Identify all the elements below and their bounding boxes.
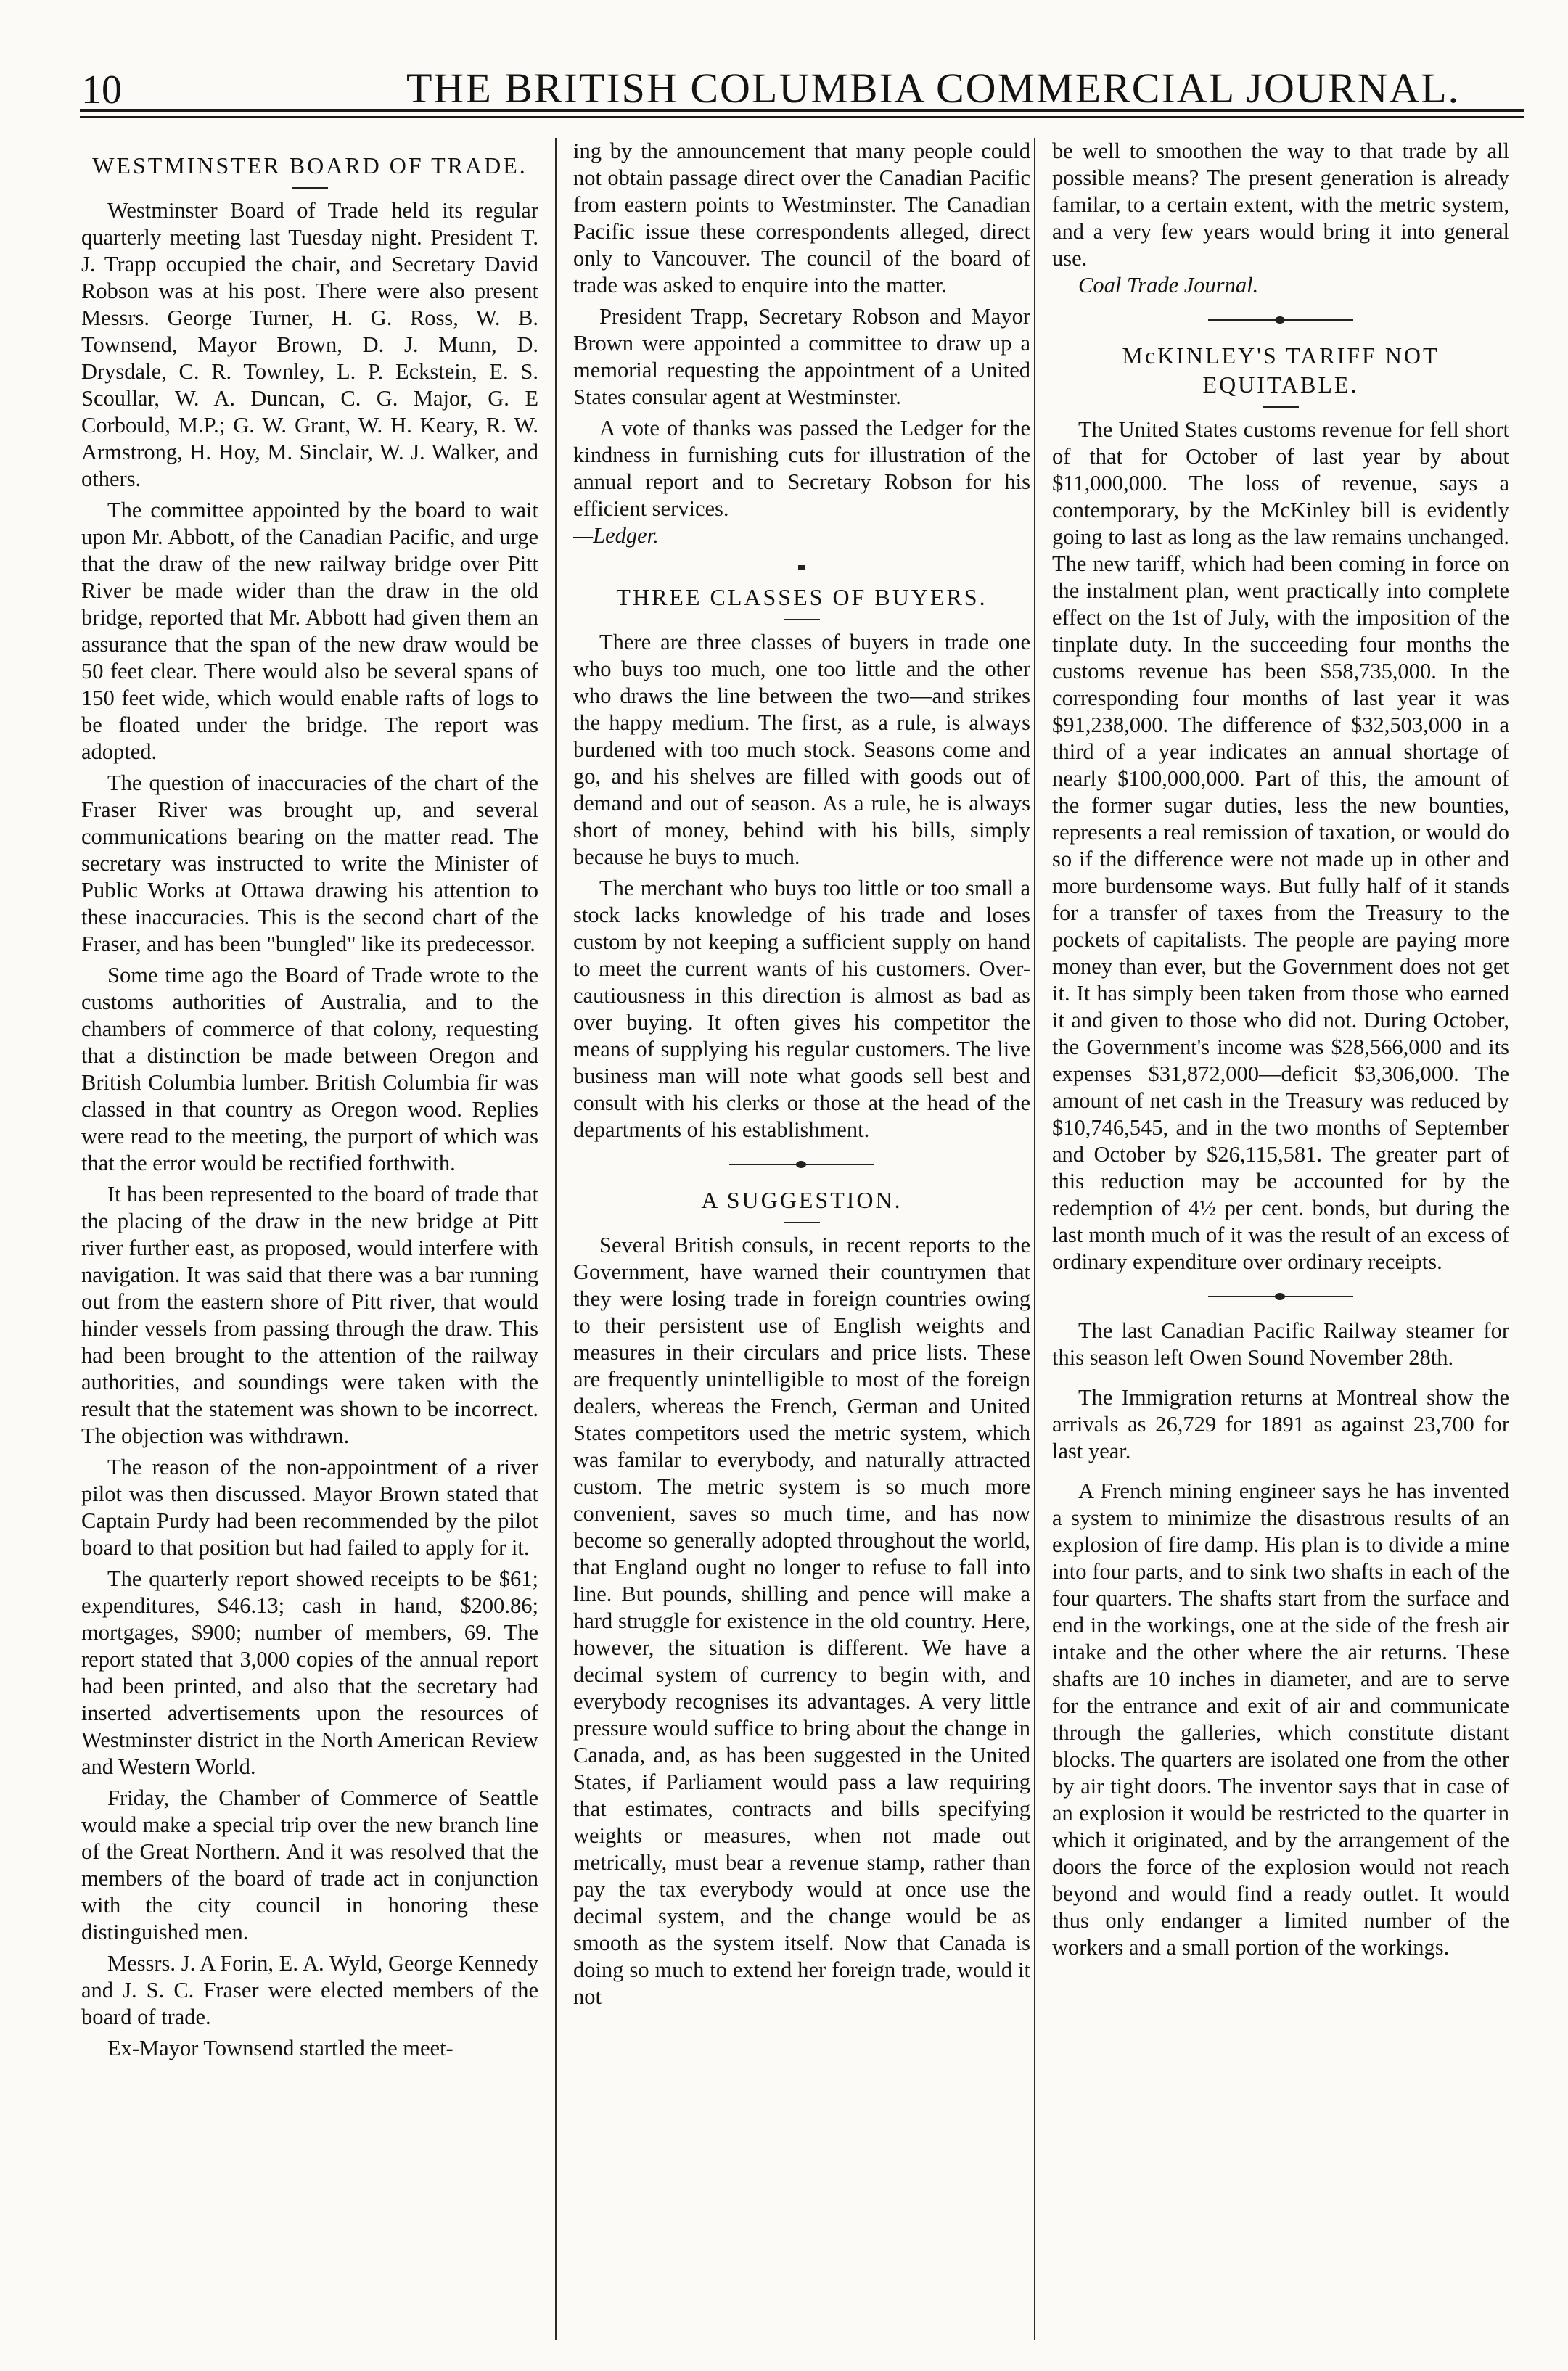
article-paragraph: There are three classes of buyers in trade one who buys too much, one too little and the other who draws the line between the two—and strikes the happy medium. The first, as a rule, is always burdened with too much stock. Seasons come and go, and his shelves are filled with goods out of demand and out of season. As a rule, he is always short of money, behind with his bills, simply because he buys to much. [573,630,1030,869]
header-rule-thin [80,116,1524,118]
article-paragraph: President Trapp, Secretary Robson and Mayor Brown were appointed a committee to draw up a memorial requesting the appointment of a United States consular agent at Westminster. [573,304,1030,409]
headline-dash [784,1222,820,1223]
article-source: —Ledger. [573,523,659,548]
page-header [0,51,1568,123]
column-1 [81,138,538,2340]
article-headline: THREE CLASSES OF BUYERS. [616,584,988,610]
article-paragraph: The quarterly report showed receipts to be $61; expenditures, $46.13; cash in hand, $200.86; mortgages, $900; number of members, 69. The report stated that 3,000 copies of the annual report had been printed, and also that the secretary had inserted advertisements upon the resources of Westminster district in the North American Review and Western World. [81,1566,538,1779]
article-headline: WESTMINSTER BOARD OF TRADE. [92,152,528,178]
article-headline: A SUGGESTION. [701,1187,903,1213]
article-paragraph: ing by the announcement that many people could not obtain passage direct over the Canadian Pacific from eastern points to Westminster. The Canadian Pacific issue these correspondents alleged, direct only to Vancouver. The council of the board of trade was asked to enquire into the matter. [573,139,1030,297]
article-paragraph: Friday, the Chamber of Commerce of Seattle would make a special trip over the new branch line of the Great Northern. And it was resolved that the members of the board of trade act in conjunction with the city council in honoring these distinguished men. [81,1786,538,1944]
article-source: Coal Trade Journal. [1078,273,1259,297]
news-item: The last Canadian Pacific Railway steamer for this season left Owen Sound November 28th. [1052,1318,1509,1370]
article-paragraph: Ex-Mayor Townsend startled the meet- [107,2036,453,2060]
headline-dash [1263,406,1299,408]
article-paragraph: The merchant who buys too little or too small a stock lacks knowledge of his trade and loses custom by not keeping a sufficient supply on hand to meet the current wants of his customers. Over-cautiousness in this direction is almost as bad as over buying. It often gives his competitor the means of supplying his regular customers. The live business man will note what goods sell best and consult with his clerks or those at the head of the departments of his establishment. [573,876,1030,1142]
news-item: A French mining engineer says he has invented a system to minimize the disastrous results of an explosion of fire damp. His plan is to divide a mine into four parts, and to sink two shafts in each of the four quarters. The shafts start from the surface and end in the workings, one at the side of the fresh air intake and the other where the air returns. These shafts are 10 inches in diameter, and are to serve for the entrance and exit of air and communicate through the galleries, which constitute distant blocks. The quarters are isolated one from the other by air tight doors. The inventor says that in case of an explosion it would be restricted to the quarter in which it originated, and by the arrangement of the doors the force of the explosion would not reach beyond and would find a ready outlet. It would thus only endanger a limited number of the workers and a small portion of the workings. [1052,1479,1509,1960]
article-paragraph: Some time ago the Board of Trade wrote to the customs authorities of Australia, and to the chambers of commerce of that colony, requesting that a distinction be made between Oregon and British Columbia lumber. British Columbia fir was classed in that country as Oregon wood. Replies were read to the meeting, the purport of which was that the error would be rectified forthwith. [81,963,538,1175]
column-3 [1052,138,1509,2340]
article-paragraph: The United States customs revenue for fell short of that for October of last year by about $11,000,000. The loss of revenue, says a contemporary, by the McKinley bill is evidently going to last as long as the law remains unchanged. The new tariff, which had been coming in force on the instalment plan, went practically into complete effect on the 1st of July, with the imposition of the tinplate duty. In the succeeding four months the customs revenue has been $58,735,000. In the corresponding four months of last year it was $91,238,000. The difference of $32,503,000 in a third of a year indicates an annual shortage of nearly $100,000,000. Part of this, the amount of the former sugar duties, less the new bounties, represents a real remission of taxation, or would do so if the difference were not made up in other and more burdensome ways. But fully half of it stands for a transfer of taxes from the Treasury to the pockets of capitalists. The people are paying more money than ever, but the Government does not get it. It has simply been taken from those who earned it and given to those who did not. During October, the Government's income was $28,566,000 and its expenses $31,872,000—deficit $3,306,000. The amount of net cash in the Treasury was reduced by $10,746,545, and in the two months of September and October by $26,115,581. The greater part of this reduction may be accounted for by the redemption of 4½ per cent. bonds, but during the last month much of it was the result of an excess of ordinary expenditure over ordinary receipts. [1052,417,1509,1274]
article-paragraph: The reason of the non-appointment of a river pilot was then discussed. Mayor Brown stated that Captain Purdy had been recommended by the pilot board to that position but had failed to apply for it. [81,1455,538,1560]
journal-title: THE BRITISH COLUMBIA COMMERCIAL JOURNAL. [406,65,1461,112]
section-rule [1208,1291,1353,1302]
article-headline: McKINLEY'S TARIFF NOT EQUITABLE. [1122,342,1440,398]
article-paragraph: Several British consuls, in recent reports to the Government, have warned their countrymen that they were losing trade in foreign countries owing to their persistent use of English weights and measures in their circulars and price lists. These are frequently unintelligible to most of the foreign dealers, whereas the French, German and United States competitors used the metric system, which was familar to everybody, and naturally attracted custom. The metric system is so much more convenient, saves so much time, and has now become so generally adopted throughout the world, that England ought no longer to refuse to fall into line. But pounds, shilling and pence will make a hard struggle for existence in the old country. Here, however, the situation is different. We have a decimal system of currency to begin with, and everybody recognises its advantages. A very little pressure would suffice to bring about the change in Canada, and, as has been suggested in the United States, if Parliament would pass a law requiring that estimates, contracts and bills specifying weights or measures, when not made out metrically, must bear a revenue stamp, rather than pay the tax everybody would at once use the decimal system, and the change would be as smooth as the system itself. Now that Canada is doing so much to extend her foreign trade, would it not [573,1233,1030,2009]
headline-dash [784,619,820,620]
article-paragraph: Messrs. J. A Forin, E. A. Wyld, George Kennedy and J. S. C. Fraser were elected members of the board of trade. [81,1951,538,2029]
article-paragraph: The committee appointed by the board to wait upon Mr. Abbott, of the Canadian Pacific, and urge that the draw of the new railway bridge over Pitt River be made wider than the draw in the old bridge, reported that Mr. Abbott had given them an assurance that the span of the new draw would be 50 feet clear. There would also be several spans of 150 feet wide, which would enable rafts of logs to be floated under the bridge. The report was adopted. [81,498,538,764]
section-rule [729,1159,874,1170]
page-number: 10 [81,67,122,112]
headline-dash [292,187,328,189]
header-rule [80,109,1524,112]
article-paragraph: Westminster Board of Trade held its regular quarterly meeting last Tuesday night. President T. J. Trapp occupied the chair, and Secretary David Robson was at his post. There were also present Messrs. George Turner, H. G. Ross, W. B. Townsend, Mayor Brown, D. J. Munn, D. Drysdale, C. R. Townley, L. P. Eckstein, E. S. Scoullar, W. A. Duncan, C. G. Major, G. E Corbould, M.P.; G. W. Grant, W. H. Keary, R. W. Armstrong, H. Hoy, M. Sinclair, W. J. Walker, and others. [81,198,538,491]
section-rule [1208,315,1353,325]
article-paragraph: It has been represented to the board of trade that the placing of the draw in the new bridge at Pitt river further east, as proposed, would interfere with navigation. It was said that there was a bar running out from the eastern shore of Pitt river, that would hinder vessels from passing through the draw. This had been brought to the attention of the railway authorities, and soundings were taken with the result that the statement was shown to be incorrect. The objection was withdrawn. [81,1182,538,1448]
column-divider [555,138,557,2340]
article-paragraph: A vote of thanks was passed the Ledger for the kindness in furnishing cuts for illustration of the annual report and to Secretary Robson for his efficient services. [573,416,1030,521]
column-divider [1034,138,1035,2340]
news-item: The Immigration returns at Montreal show the arrivals as 26,729 for 1891 as against 23,700 for last year. [1052,1385,1509,1463]
article-paragraph: be well to smoothen the way to that trade by all possible means? The present generation is already familar, to a certain extent, with the metric system, and a very few years would bring it into general use. [1052,139,1509,271]
column-2 [573,138,1030,2340]
section-ornament [798,565,805,570]
article-paragraph: The question of inaccuracies of the chart of the Fraser River was brought up, and several communications bearing on the matter read. The secretary was instructed to write the Minister of Public Works at Ottawa drawing his attention to these inaccuracies. This is the second chart of the Fraser, and has been "bungled" like its predecessor. [81,771,538,956]
